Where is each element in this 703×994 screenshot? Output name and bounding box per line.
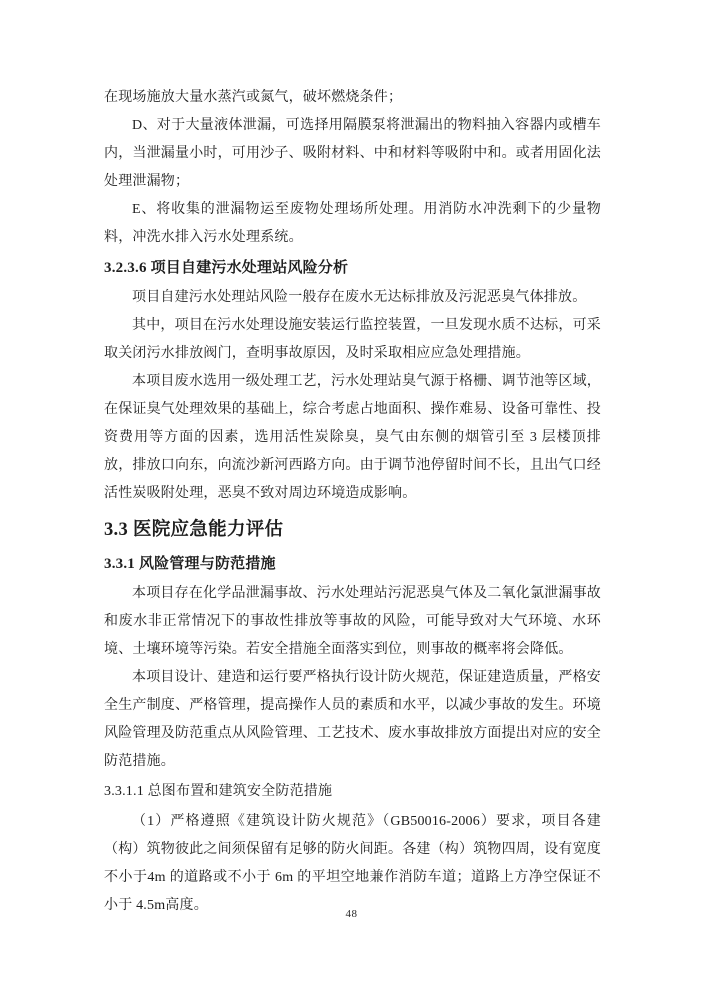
document-body — [104, 84, 601, 920]
paragraph: 项目自建污水处理站风险一般存在废水无达标排放及污泥恶臭气体排放。 — [132, 290, 587, 305]
section-heading: 3.3.1 风险管理与防范措施 — [104, 556, 276, 572]
section-heading: 3.2.3.6 项目自建污水处理站风险分析 — [104, 260, 349, 276]
paragraph: 在现场施放大量水蒸汽或氮气，破坏燃烧条件； — [104, 90, 403, 105]
page-footer — [0, 908, 703, 920]
paragraph: 本项目设计、建造和运行要严格执行设计防火规范，保证建造质量，严格安全生产制度、严格管理，提高操作人员的素质和水平，以减少事故的发生。环境风险管理及防范重点从风险管理、工艺技术、废水事故排放方面提出对应的安全防范措施。 — [104, 670, 601, 769]
page-number: 48 — [345, 908, 358, 920]
paragraph: D、对于大量液体泄漏，可选择用隔膜泵将泄漏出的物料抽入容器内或槽车内，当泄漏量小时，可用沙子、吸附材料、中和材料等吸附中和。或者用固化法处理泄漏物； — [104, 118, 601, 189]
section-heading: 3.3 医院应急能力评估 — [104, 520, 284, 540]
paragraph: 本项目废水选用一级处理工艺，污水处理站臭气源于格栅、调节池等区域，在保证臭气处理效果的基础上，综合考虑占地面积、操作难易、设备可靠性、投资费用等方面的因素，选用活性炭除臭，臭气由东侧的烟管引至 3 层楼顶排放，排放口向东，向流沙新河西路方向。由于调节池停留时间不长，且出气口经活性炭吸附处理，恶臭不致对周边环境造成影响。 — [104, 374, 601, 501]
paragraph: E、将收集的泄漏物运至废物处理场所处理。用消防水冲洗剩下的少量物料，冲洗水排入污水处理系统。 — [104, 202, 601, 245]
paragraph: 其中，项目在污水处理设施安装运行监控装置，一旦发现水质不达标，可采取关闭污水排放阀门，查明事故原因，及时采取相应应急处理措施。 — [104, 318, 601, 361]
section-heading: 3.3.1.1 总图布置和建筑安全防范措施 — [104, 784, 333, 799]
paragraph: 本项目存在化学品泄漏事故、污水处理站污泥恶臭气体及二氧化氯泄漏事故和废水非正常情况下的事故性排放等事故的风险，可能导致对大气环境、水环境、土壤环境等污染。若安全措施全面落实到位，则事故的概率将会降低。 — [104, 586, 601, 657]
paragraph: （1）严格遵照《建筑设计防火规范》（GB50016-2006）要求，项目各建（构）筑物彼此之间须保留有足够的防火间距。各建（构）筑物四周，设有宽度不小于4m 的道路或不小于 6m 的平坦空地兼作消防车道；道路上方净空保证不小于 4.5m高度。 — [104, 814, 601, 913]
